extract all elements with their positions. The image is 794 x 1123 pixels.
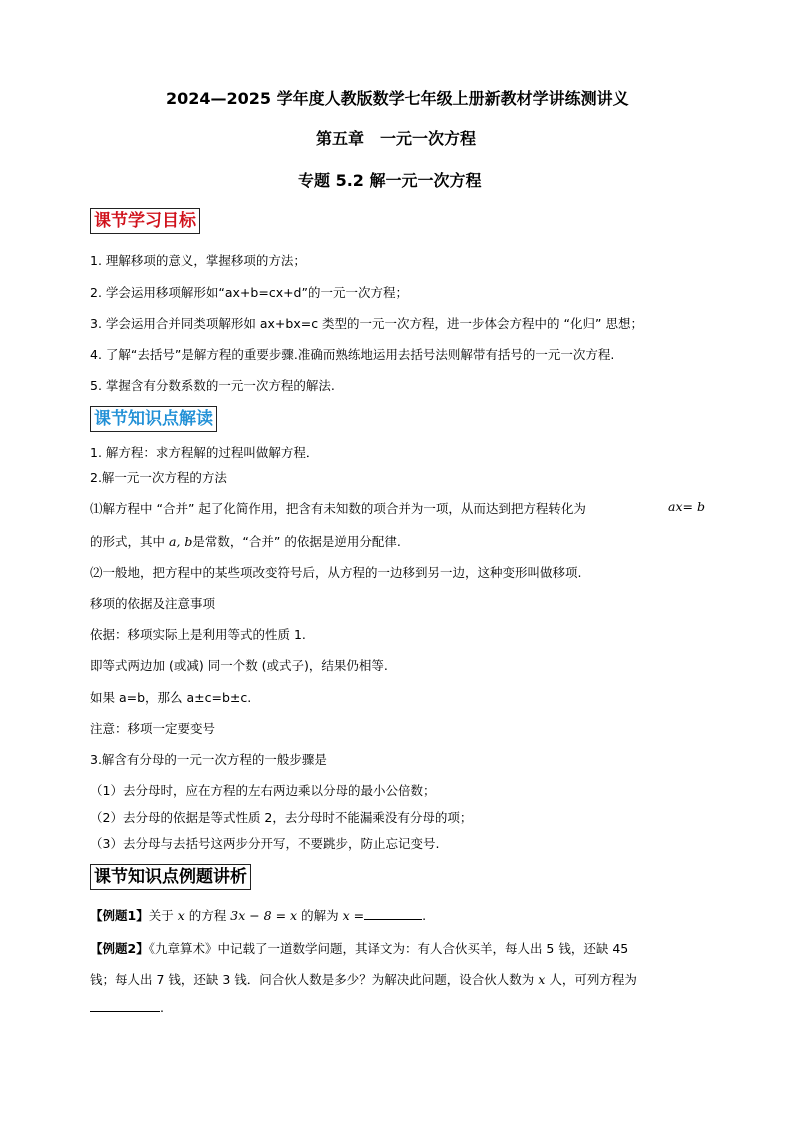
knowledge-text: 如果 a=b，那么 a±c=b±c. [90, 690, 252, 705]
goal-item: 5. 掌握含有分数系数的一元一次方程的解法. [90, 378, 335, 393]
knowledge-paragraph [90, 532, 401, 550]
goal-item: 4. 了解“去括号”是解方程的重要步骤.准确而熟练地运用去括号法则解带有括号的一元一次方程. [90, 347, 615, 362]
example-variable: x [177, 908, 185, 923]
knowledge-text: ⑴解方程中 “合并” 起了化简作用，把含有未知数的项合并为一项，从而达到把方程转化为 [90, 501, 586, 516]
topic-title: 专题 5.2 解一元一次方程 [298, 171, 482, 190]
knowledge-text: 2.解一元一次方程的方法 [90, 470, 227, 485]
example-text: 《九章算术》中记载了一道数学问题，其译文为：有人合伙买羊，每人出 5 钱，还缺 45 [148, 941, 629, 956]
chapter-title: 第五章 一元一次方程 [316, 129, 477, 148]
answer-prefix: x = [342, 908, 365, 923]
example-text: . [160, 1000, 164, 1015]
example-2-answer [90, 1000, 164, 1015]
formula-ax-b: ax= b [668, 499, 705, 514]
knowledge-text: 即等式两边加 (或减) 同一个数 (或式子)，结果仍相等. [90, 658, 388, 673]
knowledge-text: 3.解含有分母的一元一次方程的一般步骤是 [90, 752, 327, 767]
example-text: 钱；每人出 7 钱，还缺 3 钱．问合伙人数是多少？为解决此问题，设合伙人数为 [90, 972, 535, 987]
example-text: 的方程 [188, 908, 227, 923]
knowledge-text: （3）去分母与去括号这两步分开写，不要跳步，防止忘记变号. [90, 836, 440, 851]
example-text: 关于 [148, 908, 174, 923]
answer-blank[interactable] [364, 919, 422, 920]
knowledge-text: 的形式，其中 [90, 534, 166, 549]
example-2-line-2 [90, 970, 637, 988]
example-label: 【例题1】 [90, 908, 149, 923]
goal-item: 2. 学会运用移项解形如“ax+b=cx+d”的一元一次方程； [90, 285, 408, 300]
answer-blank[interactable] [90, 1011, 160, 1012]
knowledge-text: 是常数，“合并” 的依据是逆用分配律. [192, 534, 401, 549]
example-text: . [422, 908, 427, 923]
knowledge-text: 移项的依据及注意事项 [90, 596, 216, 611]
example-text: 人，可列方程为 [549, 972, 637, 987]
knowledge-text: 注意：移项一定要变号 [90, 721, 216, 736]
example-equation: 3x − 8 = x [230, 908, 298, 923]
example-text: 的解为 [301, 908, 339, 923]
knowledge-paragraph [90, 499, 705, 517]
document-title: 2024—2025 学年度人教版数学七年级上册新教材学讲练测讲义 [166, 89, 629, 108]
example-2-line-1 [90, 939, 628, 957]
example-label: 【例题2】 [90, 941, 149, 956]
knowledge-text: 1. 解方程：求方程解的过程叫做解方程． [90, 445, 319, 460]
example-1 [90, 906, 426, 924]
section-heading-goals: 课节学习目标 [90, 208, 200, 234]
goal-item: 3. 学会运用合并同类项解形如 ax+bx=c 类型的一元一次方程，进一步体会方程中的 “化归” 思想； [90, 316, 643, 331]
knowledge-text: （1）去分母时，应在方程的左右两边乘以分母的最小公倍数； [90, 783, 436, 798]
knowledge-text: 依据：移项实际上是利用等式的性质 1. [90, 627, 306, 642]
example-variable: x [538, 972, 546, 987]
formula-vars: a, b [169, 534, 193, 549]
knowledge-text: （2）去分母的依据是等式性质 2，去分母时不能漏乘没有分母的项； [90, 810, 473, 825]
section-heading-knowledge: 课节知识点解读 [90, 406, 217, 432]
knowledge-text: ⑵一般地，把方程中的某些项改变符号后，从方程的一边移到另一边，这种变形叫做移项. [90, 565, 582, 580]
goal-item: 1. 理解移项的意义，掌握移项的方法； [90, 253, 306, 268]
section-heading-examples: 课节知识点例题讲析 [90, 864, 251, 890]
